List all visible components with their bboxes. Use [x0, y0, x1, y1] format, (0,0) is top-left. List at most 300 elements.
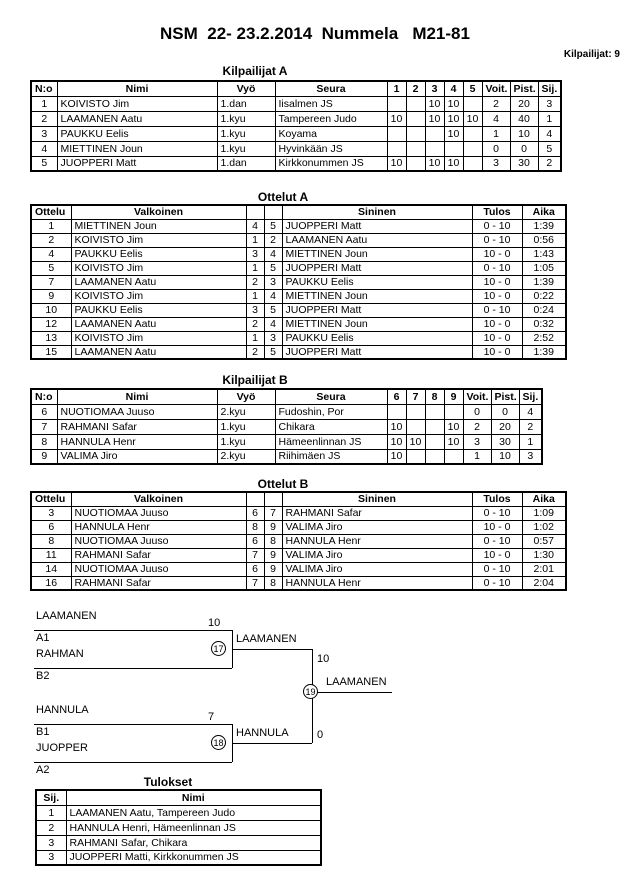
matches-a-body — [31, 219, 566, 359]
matches-b-title: Ottelut B — [257, 477, 309, 491]
round-score-3 — [425, 126, 444, 141]
competitor-wins: 4 — [482, 111, 510, 126]
result-name: RAHMANI Safar, Chikara — [66, 835, 321, 850]
white-competitor-number: 1 — [246, 331, 264, 345]
match-number: 4 — [31, 247, 71, 261]
round-score-8 — [425, 404, 444, 419]
competitor-count-label: Kilpailijat: 9 — [563, 49, 620, 60]
white-competitor: NUOTIOMAA Juuso — [71, 506, 246, 520]
competitor-club: Koyama — [275, 126, 387, 141]
match-number: 12 — [31, 317, 71, 331]
semi2-top-score: 7 — [208, 711, 215, 723]
match-result: 10 - 0 — [472, 289, 522, 303]
blue-competitor-number: 4 — [264, 289, 282, 303]
col-header-no: N:o — [31, 389, 57, 404]
competitor-points: 0 — [491, 404, 519, 419]
blue-competitor-number: 3 — [264, 275, 282, 289]
white-competitor-number: 3 — [246, 247, 264, 261]
blue-competitor: JUOPPERI Matt — [282, 219, 472, 233]
white-competitor: MIETTINEN Joun — [71, 219, 246, 233]
competitor-belt: 1.kyu — [217, 434, 275, 449]
results-title: Tulokset — [143, 775, 193, 789]
round-score-4 — [444, 141, 463, 156]
round-score-5 — [463, 156, 482, 171]
semi1-top-seed: A1 — [36, 632, 50, 644]
white-competitor: KOIVISTO Jim — [71, 261, 246, 275]
round-score-3: 10 — [425, 111, 444, 126]
white-competitor-number: 2 — [246, 275, 264, 289]
competitor-row — [31, 404, 542, 419]
match-result: 0 - 10 — [472, 233, 522, 247]
final-bracket — [30, 602, 430, 774]
blue-competitor-number: 8 — [264, 534, 282, 548]
round-score-1: 10 — [387, 156, 406, 171]
competitor-belt: 2.kyu — [217, 449, 275, 464]
round-score-7: 10 — [406, 434, 425, 449]
match-result: 10 - 0 — [472, 247, 522, 261]
round-score-6: 10 — [387, 434, 406, 449]
white-competitor-number: 1 — [246, 289, 264, 303]
match-row — [31, 275, 566, 289]
col-header-belt: Vyö — [217, 389, 275, 404]
competitor-place: 1 — [519, 434, 542, 449]
match-result: 0 - 10 — [472, 261, 522, 275]
col-header-belt: Vyö — [217, 81, 275, 96]
match-result: 0 - 10 — [472, 534, 522, 548]
round-score-6: 10 — [387, 419, 406, 434]
competitor-name: LAAMANEN Aatu — [57, 111, 217, 126]
col-header-round-7: 7 — [406, 389, 425, 404]
blue-competitor-number: 5 — [264, 261, 282, 275]
match-time: 1:09 — [522, 506, 566, 520]
col-header-place: Sij. — [36, 790, 66, 805]
competitor-club: Iisalmen JS — [275, 96, 387, 111]
blue-competitor-number: 5 — [264, 219, 282, 233]
competitor-belt: 1.kyu — [217, 111, 275, 126]
competitor-club: Hyvinkään JS — [275, 141, 387, 156]
match-result: 0 - 10 — [472, 562, 522, 576]
competitor-name: MIETTINEN Joun — [57, 141, 217, 156]
competitor-points: 40 — [510, 111, 538, 126]
competitor-belt: 1.kyu — [217, 126, 275, 141]
semi1-bottom-name: RAHMAN — [36, 648, 84, 660]
competitor-wins: 3 — [463, 434, 491, 449]
round-score-7 — [406, 419, 425, 434]
competitor-name: RAHMANI Safar — [57, 419, 217, 434]
col-header-match: Ottelu — [31, 205, 71, 219]
col-header-round-8: 8 — [425, 389, 444, 404]
semi1-match-node: 17 — [211, 641, 226, 656]
round-score-9: 10 — [444, 434, 463, 449]
match-number: 2 — [31, 233, 71, 247]
competitor-number: 4 — [31, 141, 57, 156]
col-header-club: Seura — [275, 389, 387, 404]
match-number: 11 — [31, 548, 71, 562]
competitor-points: 30 — [510, 156, 538, 171]
result-row — [36, 850, 321, 865]
white-competitor-number: 4 — [246, 219, 264, 233]
round-score-3: 10 — [425, 156, 444, 171]
white-competitor-number: 3 — [246, 303, 264, 317]
competitor-place: 3 — [519, 449, 542, 464]
white-competitor: LAAMANEN Aatu — [71, 345, 246, 359]
match-row — [31, 261, 566, 275]
round-score-8 — [425, 449, 444, 464]
competitor-name: NUOTIOMAA Juuso — [57, 404, 217, 419]
col-header-blue-number — [264, 205, 282, 219]
pool-a-table — [30, 80, 562, 172]
results-header-row — [36, 790, 321, 805]
result-place: 2 — [36, 820, 66, 835]
match-time: 0:22 — [522, 289, 566, 303]
competitor-place: 2 — [538, 156, 561, 171]
col-header-round-4: 4 — [444, 81, 463, 96]
match-number: 14 — [31, 562, 71, 576]
competitor-number: 9 — [31, 449, 57, 464]
semi1-winner-name: LAAMANEN — [236, 633, 297, 645]
round-score-6: 10 — [387, 449, 406, 464]
match-time: 1:39 — [522, 219, 566, 233]
blue-competitor: LAAMANEN Aatu — [282, 233, 472, 247]
white-competitor-number: 2 — [246, 345, 264, 359]
competitor-wins: 2 — [482, 96, 510, 111]
pool-a-header-row — [31, 81, 561, 96]
col-header-name: Nimi — [66, 790, 321, 805]
round-score-2 — [406, 141, 425, 156]
semi1-top-line — [34, 630, 232, 631]
semi2-top-line — [34, 724, 232, 725]
blue-competitor: JUOPPERI Matt — [282, 345, 472, 359]
round-score-6 — [387, 404, 406, 419]
result-place: 3 — [36, 850, 66, 865]
competitor-row — [31, 141, 561, 156]
competitor-number: 2 — [31, 111, 57, 126]
white-competitor: NUOTIOMAA Juuso — [71, 534, 246, 548]
competitor-wins: 2 — [463, 419, 491, 434]
blue-competitor: VALIMA Jiro — [282, 562, 472, 576]
match-time: 1:30 — [522, 548, 566, 562]
competitor-row — [31, 96, 561, 111]
match-time: 1:39 — [522, 345, 566, 359]
round-score-1 — [387, 126, 406, 141]
col-header-points: Pist. — [510, 81, 538, 96]
match-result: 0 - 10 — [472, 219, 522, 233]
round-score-2 — [406, 126, 425, 141]
competitor-name: JUOPPERI Matt — [57, 156, 217, 171]
match-time: 0:24 — [522, 303, 566, 317]
col-header-points: Pist. — [491, 389, 519, 404]
col-header-white: Valkoinen — [71, 205, 246, 219]
competitor-number: 7 — [31, 419, 57, 434]
white-competitor: KOIVISTO Jim — [71, 289, 246, 303]
semi1-top-score: 10 — [208, 617, 221, 629]
col-header-round-9: 9 — [444, 389, 463, 404]
competitor-wins: 0 — [463, 404, 491, 419]
competitor-row — [31, 126, 561, 141]
competitor-number: 1 — [31, 96, 57, 111]
competitor-place: 3 — [538, 96, 561, 111]
match-time: 0:56 — [522, 233, 566, 247]
match-time: 1:39 — [522, 275, 566, 289]
semi2-top-seed: B1 — [36, 726, 50, 738]
match-result: 10 - 0 — [472, 275, 522, 289]
round-score-9: 10 — [444, 419, 463, 434]
match-number: 1 — [31, 219, 71, 233]
white-competitor: PAUKKU Eelis — [71, 247, 246, 261]
round-score-1 — [387, 141, 406, 156]
white-competitor: KOIVISTO Jim — [71, 331, 246, 345]
match-number: 13 — [31, 331, 71, 345]
match-row — [31, 506, 566, 520]
competitor-points: 10 — [491, 449, 519, 464]
match-time: 1:05 — [522, 261, 566, 275]
blue-competitor: RAHMANI Safar — [282, 506, 472, 520]
white-competitor: RAHMANI Safar — [71, 576, 246, 590]
col-header-time: Aika — [522, 492, 566, 506]
col-header-blue: Sininen — [282, 205, 472, 219]
result-row — [36, 820, 321, 835]
blue-competitor-number: 5 — [264, 345, 282, 359]
competitor-row — [31, 111, 561, 126]
matches-b-table — [30, 491, 567, 591]
match-row — [31, 548, 566, 562]
competitor-belt: 1.kyu — [217, 141, 275, 156]
blue-competitor-number: 4 — [264, 247, 282, 261]
round-score-4: 10 — [444, 96, 463, 111]
white-competitor: PAUKKU Eelis — [71, 303, 246, 317]
semi1-top-name: LAAMANEN — [36, 610, 97, 622]
match-time: 2:01 — [522, 562, 566, 576]
competitor-place: 2 — [519, 419, 542, 434]
white-competitor: NUOTIOMAA Juuso — [71, 562, 246, 576]
col-header-name: Nimi — [57, 389, 217, 404]
match-row — [31, 247, 566, 261]
col-header-blue-number — [264, 492, 282, 506]
round-score-5 — [463, 96, 482, 111]
competitor-row — [31, 449, 542, 464]
white-competitor-number: 6 — [246, 506, 264, 520]
results-table — [35, 789, 322, 866]
result-name: LAAMANEN Aatu, Tampereen Judo — [66, 805, 321, 820]
final-winner-name: LAAMANEN — [326, 676, 387, 688]
round-score-1: 10 — [387, 111, 406, 126]
blue-competitor-number: 7 — [264, 506, 282, 520]
semi2-winner-line — [232, 743, 312, 744]
pool-b-table — [30, 388, 543, 465]
competitor-number: 8 — [31, 434, 57, 449]
match-number: 5 — [31, 261, 71, 275]
competitor-row — [31, 156, 561, 171]
round-score-3 — [425, 141, 444, 156]
match-row — [31, 520, 566, 534]
match-number: 3 — [31, 506, 71, 520]
blue-competitor: JUOPPERI Matt — [282, 261, 472, 275]
blue-competitor: PAUKKU Eelis — [282, 331, 472, 345]
final-match-node: 19 — [303, 684, 318, 699]
competitor-row — [31, 419, 542, 434]
competitor-points: 30 — [491, 434, 519, 449]
white-competitor-number: 7 — [246, 548, 264, 562]
semi2-match-node: 18 — [211, 735, 226, 750]
white-competitor-number: 8 — [246, 520, 264, 534]
competitor-belt: 2.kyu — [217, 404, 275, 419]
match-result: 0 - 10 — [472, 303, 522, 317]
white-competitor: KOIVISTO Jim — [71, 233, 246, 247]
white-competitor: LAAMANEN Aatu — [71, 275, 246, 289]
col-header-wins: Voit. — [482, 81, 510, 96]
match-row — [31, 576, 566, 590]
white-competitor-number: 2 — [246, 317, 264, 331]
competitor-wins: 1 — [463, 449, 491, 464]
col-header-round-6: 6 — [387, 389, 406, 404]
blue-competitor: MIETTINEN Joun — [282, 317, 472, 331]
semi2-top-name: HANNULA — [36, 704, 89, 716]
matches-a-table — [30, 204, 567, 360]
competitor-club: Hämeenlinnan JS — [275, 434, 387, 449]
competitor-club: Riihimäen JS — [275, 449, 387, 464]
match-number: 15 — [31, 345, 71, 359]
semi2-winner-name: HANNULA — [236, 727, 289, 739]
semi2-bottom-line — [34, 762, 232, 763]
round-score-4: 10 — [444, 111, 463, 126]
col-header-no: N:o — [31, 81, 57, 96]
competitor-place: 4 — [519, 404, 542, 419]
blue-competitor-number: 5 — [264, 303, 282, 317]
blue-competitor: MIETTINEN Joun — [282, 289, 472, 303]
blue-competitor: JUOPPERI Matt — [282, 303, 472, 317]
competitor-belt: 1.dan — [217, 156, 275, 171]
col-header-club: Seura — [275, 81, 387, 96]
matches-a-title: Ottelut A — [257, 190, 309, 204]
match-time: 2:04 — [522, 576, 566, 590]
result-place: 3 — [36, 835, 66, 850]
round-score-8 — [425, 434, 444, 449]
col-header-white: Valkoinen — [71, 492, 246, 506]
result-place: 1 — [36, 805, 66, 820]
competitor-belt: 1.dan — [217, 96, 275, 111]
col-header-wins: Voit. — [463, 389, 491, 404]
col-header-white-number — [246, 492, 264, 506]
match-result: 10 - 0 — [472, 548, 522, 562]
pool-b-header-row — [31, 389, 542, 404]
match-result: 10 - 0 — [472, 317, 522, 331]
page-title: NSM 22- 23.2.2014 Nummela M21-81 — [160, 24, 470, 43]
round-score-8 — [425, 419, 444, 434]
matches-b-header-row — [31, 492, 566, 506]
blue-competitor: PAUKKU Eelis — [282, 275, 472, 289]
round-score-9 — [444, 449, 463, 464]
match-row — [31, 562, 566, 576]
match-time: 1:43 — [522, 247, 566, 261]
col-header-result: Tulos — [472, 205, 522, 219]
match-number: 7 — [31, 275, 71, 289]
match-time: 0:32 — [522, 317, 566, 331]
match-result: 10 - 0 — [472, 331, 522, 345]
competitor-name: HANNULA Henr — [57, 434, 217, 449]
col-header-place: Sij. — [538, 81, 561, 96]
competitor-name: KOIVISTO Jim — [57, 96, 217, 111]
round-score-2 — [406, 111, 425, 126]
result-name: HANNULA Henri, Hämeenlinnan JS — [66, 820, 321, 835]
white-competitor-number: 6 — [246, 562, 264, 576]
col-header-time: Aika — [522, 205, 566, 219]
result-name: JUOPPERI Matti, Kirkkonummen JS — [66, 850, 321, 865]
white-competitor-number: 1 — [246, 233, 264, 247]
match-number: 9 — [31, 289, 71, 303]
col-header-blue: Sininen — [282, 492, 472, 506]
competitor-wins: 3 — [482, 156, 510, 171]
match-row — [31, 345, 566, 359]
round-score-5: 10 — [463, 111, 482, 126]
competitor-club: Tampereen Judo — [275, 111, 387, 126]
competitor-number: 6 — [31, 404, 57, 419]
match-row — [31, 317, 566, 331]
match-time: 1:02 — [522, 520, 566, 534]
competitor-name: PAUKKU Eelis — [57, 126, 217, 141]
result-row — [36, 805, 321, 820]
matches-b-body — [31, 506, 566, 590]
semi2-bottom-seed: A2 — [36, 764, 50, 776]
semi1-winner-line — [232, 649, 312, 650]
col-header-round-1: 1 — [387, 81, 406, 96]
results-body — [36, 805, 321, 865]
competitor-row — [31, 434, 542, 449]
white-competitor: HANNULA Henr — [71, 520, 246, 534]
blue-competitor: VALIMA Jiro — [282, 520, 472, 534]
final-winner-line — [312, 692, 392, 693]
match-row — [31, 219, 566, 233]
blue-competitor: VALIMA Jiro — [282, 548, 472, 562]
blue-competitor-number: 9 — [264, 562, 282, 576]
semi1-bottom-seed: B2 — [36, 670, 50, 682]
match-result: 0 - 10 — [472, 576, 522, 590]
semi1-winner-score: 10 — [317, 653, 330, 665]
semi2-winner-score: 0 — [317, 729, 324, 741]
white-competitor-number: 1 — [246, 261, 264, 275]
round-score-4: 10 — [444, 126, 463, 141]
competitor-wins: 0 — [482, 141, 510, 156]
competitor-place: 4 — [538, 126, 561, 141]
col-header-place: Sij. — [519, 389, 542, 404]
match-result: 10 - 0 — [472, 520, 522, 534]
round-score-7 — [406, 449, 425, 464]
blue-competitor: HANNULA Henr — [282, 534, 472, 548]
col-header-name: Nimi — [57, 81, 217, 96]
col-header-result: Tulos — [472, 492, 522, 506]
match-row — [31, 534, 566, 548]
white-competitor: LAAMANEN Aatu — [71, 317, 246, 331]
match-result: 0 - 10 — [472, 506, 522, 520]
match-number: 10 — [31, 303, 71, 317]
competitor-name: VALIMA Jiro — [57, 449, 217, 464]
blue-competitor: MIETTINEN Joun — [282, 247, 472, 261]
match-row — [31, 289, 566, 303]
blue-competitor-number: 9 — [264, 520, 282, 534]
col-header-match: Ottelu — [31, 492, 71, 506]
matches-a-header-row — [31, 205, 566, 219]
round-score-2 — [406, 96, 425, 111]
white-competitor: RAHMANI Safar — [71, 548, 246, 562]
round-score-1 — [387, 96, 406, 111]
round-score-4: 10 — [444, 156, 463, 171]
pool-a-body — [31, 96, 561, 171]
blue-competitor-number: 2 — [264, 233, 282, 247]
round-score-9 — [444, 404, 463, 419]
match-row — [31, 303, 566, 317]
round-score-5 — [463, 141, 482, 156]
match-time: 2:52 — [522, 331, 566, 345]
competitor-club: Chikara — [275, 419, 387, 434]
